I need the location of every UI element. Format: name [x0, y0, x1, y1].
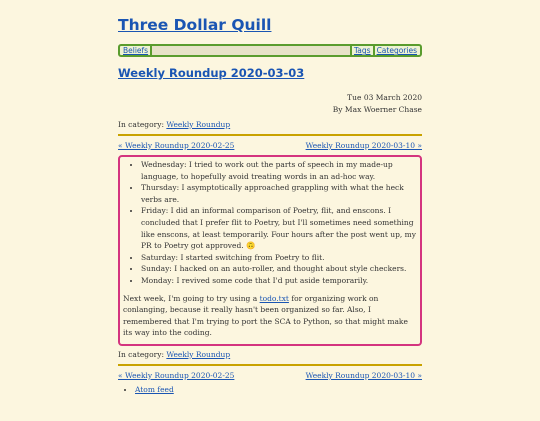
post-title-link[interactable]: Weekly Roundup 2020-03-03	[118, 66, 305, 80]
post-content	[118, 155, 422, 346]
post-category-top	[118, 119, 422, 130]
list-item: • Saturday: I started switching from Poetry to flit.	[141, 252, 417, 264]
next-post-link[interactable]: Weekly Roundup 2020-03-10 »	[305, 141, 422, 150]
page	[118, 16, 422, 394]
paragraph-text-end: for organizing work on conlanging, because it really hasn't been organized so far. Also, I remembered that I'm trying to port the SCA to Python, so that might make its way into the coding.	[123, 293, 408, 338]
list-item: • Thursday: I asymptotically approached grappling with what the heck verbs are.	[141, 182, 417, 205]
nav-spacer	[152, 46, 350, 55]
post-paragraph	[123, 293, 417, 339]
post-pagination-top	[118, 141, 422, 151]
post-category-bottom	[118, 349, 422, 360]
category-link[interactable]: Weekly Roundup	[166, 120, 231, 129]
post-pagination-bottom	[118, 371, 422, 381]
list-item: • Wednesday: I tried to work out the parts of speech in my made-up language, to hopefully avoid treating words in an ad-hoc way.	[141, 159, 417, 182]
list-item	[135, 385, 422, 394]
post-date: Tue 03 March 2020	[347, 93, 422, 102]
category-link[interactable]: Weekly Roundup	[166, 349, 231, 359]
category-label: In category:	[118, 349, 164, 359]
nav-beliefs-link[interactable]: Beliefs	[123, 46, 149, 55]
prev-post-link[interactable]: « Weekly Roundup 2020-02-25	[118, 370, 235, 380]
post-meta	[118, 92, 422, 116]
next-post-link[interactable]: Weekly Roundup 2020-03-10 »	[305, 370, 422, 380]
bullet-list	[123, 159, 417, 287]
divider	[118, 364, 422, 366]
category-label: In category:	[118, 120, 164, 129]
post-author: By Max Woerner Chase	[332, 105, 422, 114]
paragraph-text-start: Next week, I'm going to try using a	[123, 293, 260, 303]
nav-tags-link[interactable]: Tags	[353, 46, 371, 55]
todo-txt-link[interactable]: todo.txt	[259, 293, 289, 303]
footer-links	[118, 385, 422, 394]
list-item: • Friday: I did an informal comparison of Poetry, flit, and enscons. I concluded that I prefer flit to Poetry, but I'll sometimes need something like enscons, at least temporarily. Four hours after the post went up, my PR to Poetry got approved. 🙃	[141, 205, 417, 251]
navbar	[118, 44, 422, 57]
list-item: • Sunday: I hacked on an auto-roller, and thought about style checkers.	[141, 263, 417, 275]
prev-post-link[interactable]: « Weekly Roundup 2020-02-25	[118, 141, 235, 150]
list-item: • Monday: I revived some code that I'd put aside temporarily.	[141, 275, 417, 287]
site-title-link[interactable]: Three Dollar Quill	[118, 16, 272, 34]
atom-feed-link[interactable]: Atom feed	[135, 384, 174, 394]
nav-categories-link[interactable]: Categories	[376, 46, 417, 55]
divider	[118, 134, 422, 136]
